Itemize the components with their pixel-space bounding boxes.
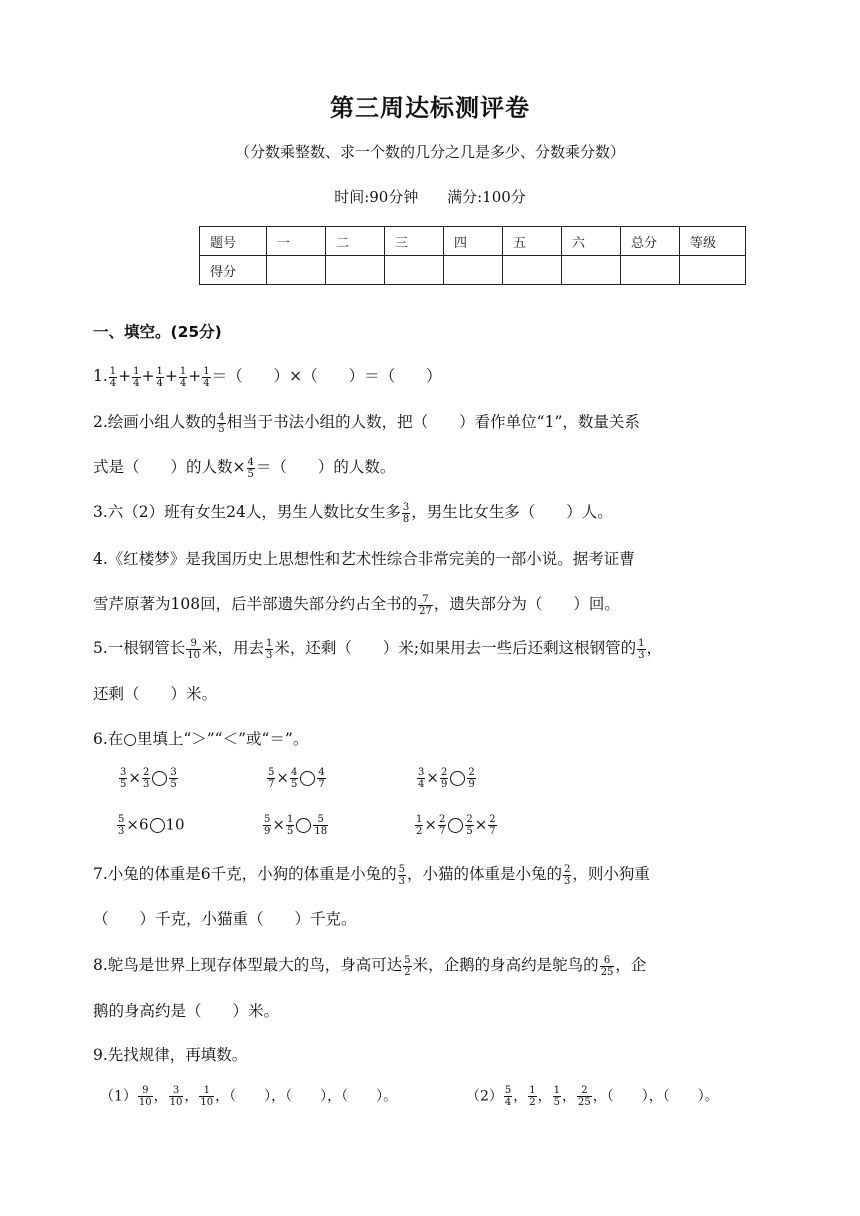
answer-blanks[interactable]: 式是（ ）的人数× bbox=[93, 458, 246, 476]
answer-blanks[interactable]: （ ），（ ），（ ）。 bbox=[229, 1088, 398, 1105]
fraction: $\frac{3}{8}$ bbox=[402, 501, 410, 525]
plus-sign: + bbox=[141, 367, 155, 385]
question-7-line-1 bbox=[93, 862, 650, 887]
time-limit: 时间:90分钟 bbox=[334, 188, 419, 206]
table-cell: 三 bbox=[385, 227, 444, 256]
score-cell[interactable] bbox=[444, 256, 503, 285]
fraction: $\frac{5}{3}$ bbox=[398, 863, 406, 887]
compare-item-1: $\frac{3}{5}$ × $\frac{2}{3}$ $\frac{3}{5}$ bbox=[120, 767, 177, 790]
question-5-line-2[interactable]: 还剩（ ）米。 bbox=[93, 685, 218, 703]
score-cell[interactable] bbox=[326, 256, 385, 285]
text: 8.鸵鸟是世界上现存体型最大的鸟，身高可达 bbox=[93, 956, 403, 974]
table-cell: 五 bbox=[503, 227, 562, 256]
fraction: $\frac{1}{4}$ bbox=[156, 365, 163, 389]
compare-item-4: $\frac{5}{3}$ ×6 10 bbox=[118, 814, 185, 837]
page-subtitle: （分数乘整数、求一个数的几分之几是多少、分数乘分数） bbox=[234, 143, 625, 161]
section-heading: 一、填空。(25分) bbox=[93, 323, 222, 341]
score-cell[interactable] bbox=[267, 256, 326, 285]
answer-blanks[interactable]: ，遗失部分为（ ）回。 bbox=[433, 595, 620, 613]
score-table-score-row bbox=[200, 256, 746, 285]
score-cell[interactable] bbox=[562, 256, 621, 285]
text: 5.一根钢管长 bbox=[93, 639, 186, 657]
question-6: 6.在○里填上“＞”“＜”或“＝”。 bbox=[93, 730, 309, 748]
compare-circle[interactable] bbox=[300, 771, 315, 786]
text: 米，用去 bbox=[202, 639, 265, 657]
answer-blanks[interactable]: （ ），（ ）。 bbox=[606, 1088, 719, 1105]
fraction: $\frac{1}{3}$ bbox=[638, 637, 645, 661]
fraction: $\frac{5}{2}$ bbox=[404, 954, 411, 978]
text: 7.小兔的体重是6千克，小狗的体重是小兔的 bbox=[93, 865, 397, 883]
text: ， bbox=[646, 639, 663, 657]
fraction: $\frac{7}{27}$ bbox=[419, 593, 432, 617]
compare-item-6: $\frac{1}{2}$ × $\frac{2}{7}$ $\frac{2}{5}$ × $\frac{2}{7}$ bbox=[416, 814, 496, 837]
fraction: $\frac{1}{4}$ bbox=[133, 365, 140, 389]
page-title: 第三周达标测评卷 bbox=[330, 94, 530, 122]
question-2-line-1 bbox=[93, 410, 640, 435]
time-info bbox=[0, 186, 860, 207]
text: 米，企鹅的身高约是鸵鸟的 bbox=[412, 956, 599, 974]
compare-circle[interactable] bbox=[150, 818, 165, 833]
text: ，小猫的体重是小兔的 bbox=[407, 865, 563, 883]
text: 雪芹原著为108回，后半部遗失部分约占全书的 bbox=[93, 595, 418, 613]
question-8-line-2[interactable]: 鹅的身高约是（ ）米。 bbox=[93, 1002, 280, 1020]
text: 2.绘画小组人数的 bbox=[93, 413, 217, 431]
fraction: $\frac{2}{3}$ bbox=[564, 863, 571, 887]
plus-sign: + bbox=[164, 367, 178, 385]
answer-blanks[interactable]: ，男生比女生多（ ）人。 bbox=[411, 503, 613, 521]
plus-sign: + bbox=[188, 367, 202, 385]
full-score: 满分:100分 bbox=[447, 188, 526, 206]
compare-item-5: $\frac{5}{9}$ × $\frac{1}{5}$ $\frac{5}{18}$ bbox=[264, 814, 328, 837]
score-cell[interactable] bbox=[680, 256, 746, 285]
table-cell: 六 bbox=[562, 227, 621, 256]
question-7-line-2[interactable]: （ ）千克，小猫重（ ）千克。 bbox=[93, 910, 357, 928]
text: ，企 bbox=[615, 956, 647, 974]
question-8-line-1 bbox=[93, 953, 646, 978]
table-cell: 等级 bbox=[680, 227, 746, 256]
answer-blanks[interactable]: ＝（ ）的人数。 bbox=[255, 458, 396, 476]
compare-item-2: $\frac{5}{7}$ × $\frac{4}{5}$ $\frac{4}{7}$ bbox=[268, 767, 325, 790]
compare-circle[interactable] bbox=[296, 818, 311, 833]
answer-blanks[interactable]: ＝（ ）×（ ）＝（ ） bbox=[211, 367, 442, 385]
question-4-line-1: 4.《红楼梦》是我国历史上思想性和艺术性综合非常完美的一部小说。据考证曹 bbox=[93, 550, 635, 568]
compare-circle[interactable] bbox=[450, 771, 465, 786]
text: ，则小狗重 bbox=[572, 865, 650, 883]
table-cell: 二 bbox=[326, 227, 385, 256]
fraction: $\frac{4}{5}$ bbox=[218, 411, 225, 435]
compare-item-3: $\frac{3}{4}$ × $\frac{2}{9}$ $\frac{2}{9}$ bbox=[418, 767, 475, 790]
question-2-line-2 bbox=[93, 455, 395, 480]
answer-blanks[interactable]: 相当于书法小组的人数，把（ ）看作单位“1”，数量关系 bbox=[226, 413, 640, 431]
table-cell: 题号 bbox=[200, 227, 267, 256]
score-cell[interactable] bbox=[385, 256, 444, 285]
answer-blanks[interactable]: 米，还剩（ ）米;如果用去一些后还剩这根钢管的 bbox=[274, 639, 637, 657]
score-table-header-row bbox=[200, 227, 746, 256]
fraction: $\frac{1}{4}$ bbox=[109, 365, 117, 389]
question-3 bbox=[93, 500, 613, 525]
score-table bbox=[199, 226, 746, 285]
compare-circle[interactable] bbox=[448, 818, 463, 833]
fraction: $\frac{1}{4}$ bbox=[179, 365, 187, 389]
fraction: $\frac{6}{25}$ bbox=[600, 954, 614, 978]
pattern-2: （2） $\frac{5}{4}$ ， $\frac{1}{2}$ ， $\frac{1}{5}$ ， $\frac{2}{25}$ ，（ ），（ ）。 bbox=[466, 1085, 719, 1108]
table-cell: 四 bbox=[444, 227, 503, 256]
score-cell[interactable] bbox=[503, 256, 562, 285]
pattern-1: （1） $\frac{9}{10}$ ， $\frac{3}{10}$ ， $\frac{1}{10}$ ，（ ），（ ），（ ）。 bbox=[100, 1085, 398, 1108]
plus-sign: + bbox=[118, 367, 132, 385]
table-cell: 得分 bbox=[200, 256, 267, 285]
question-9: 9.先找规律，再填数。 bbox=[93, 1046, 248, 1064]
compare-circle[interactable] bbox=[152, 771, 167, 786]
table-cell: 总分 bbox=[621, 227, 680, 256]
fraction: $\frac{9}{10}$ bbox=[187, 637, 201, 661]
table-cell: 一 bbox=[267, 227, 326, 256]
text: 3.六（2）班有女生24人，男生人数比女生多 bbox=[93, 503, 401, 521]
fraction: $\frac{1}{3}$ bbox=[266, 637, 273, 661]
question-1 bbox=[93, 364, 442, 389]
fraction: $\frac{4}{5}$ bbox=[247, 456, 254, 480]
question-number: 1. bbox=[93, 367, 108, 385]
question-5-line-1 bbox=[93, 636, 662, 661]
question-4-line-2 bbox=[93, 592, 620, 617]
fraction: $\frac{1}{4}$ bbox=[203, 365, 210, 389]
score-cell[interactable] bbox=[621, 256, 680, 285]
